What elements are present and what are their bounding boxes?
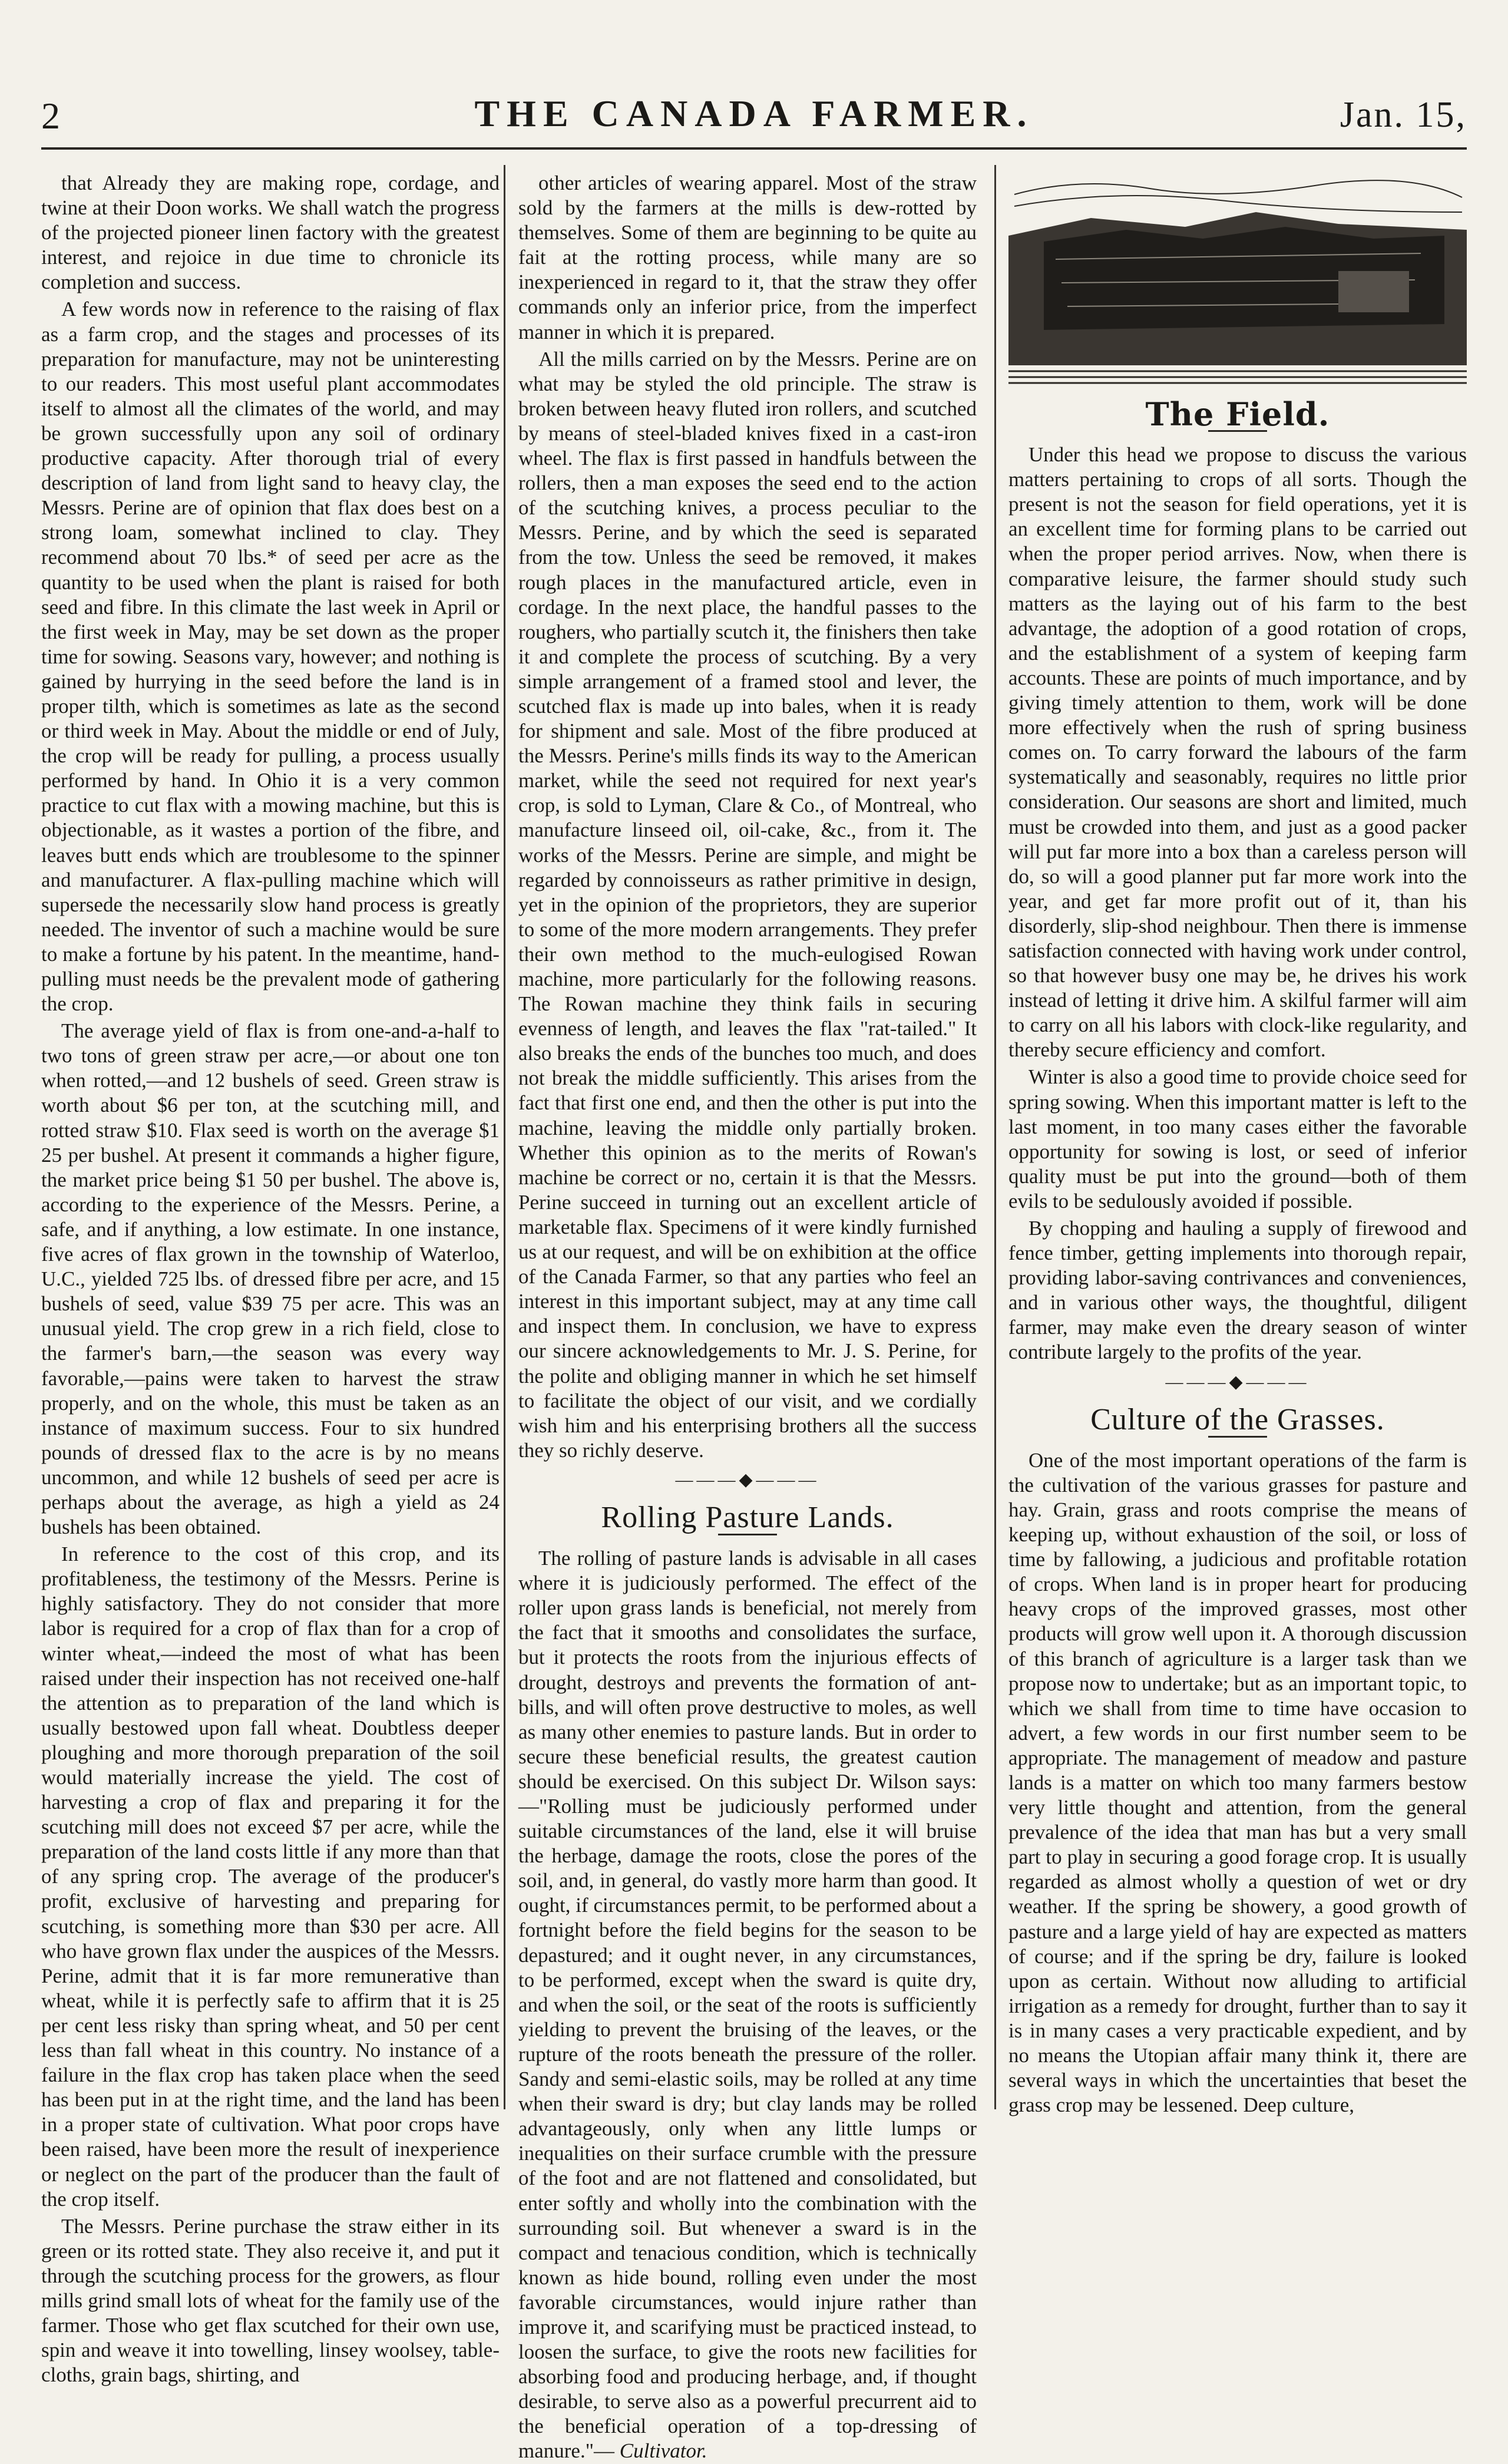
column-divider-1: [504, 165, 505, 2109]
paragraph: A few words now in reference to the raising of flax as a farm crop, and the stages and processes of its preparation for manufacture, may not be uninteresting to our readers. This most useful plant accommodates itself to almost all the climates of the world, and may be grown successfully upon any soil of ordinary productive capacity. After thorough trial of every description of land from light sand to heavy clay, the Messrs. Perine are of opinion that flax does best on a strong loam, somewhat inclined to clay. They recommend about 70 lbs.* of seed per acre as the quantity to be used when the plant is raised for both seed and fibre. In this climate the last week in April or the first week in May, may be set down as the proper time for sowing. Seasons vary, however; and nothing is gained by hurrying in the seed before the land is in proper tilth, which is sometimes as late as the second or third week in May. About the middle or end of July, the crop will be ready for pulling, a process usually performed by hand. In Ohio it is a very common practice to cut flax with a mowing machine, but this is objectionable, as it wastes a portion of the fibre, and leaves butt ends which are troublesome to the spinner and manufacturer. A flax-pulling machine which will supersede the necessarily slow hand process is greatly needed. The inventor of such a machine would be sure to make a fortune by his patent. In the meantime, hand-pulling must needs be the prevalent mode of gathering the crop.: [41, 298, 500, 1016]
paragraph: The Messrs. Perine purchase the straw either in its green or its rotted state. They also receive it, and put it through the scutching process for the growers, as flour mills grind small lots of wheat for the family use of the farmer. Those who get flax scutched for their own use, spin and weave it into towelling, linsey woolsey, table-cloths, grain bags, shirting, and: [41, 2214, 500, 2387]
masthead-rule: [41, 147, 1467, 150]
section-heading-the-field: The Field.: [1145, 395, 1330, 433]
article-signature: Cultivator.: [619, 2439, 707, 2463]
paragraph: The rolling of pasture lands is advisable in all cases where it is judiciously performed. The effect of the roller upon grass lands is beneficial, not merely from the fact that it smooths and consolidates the surface, but it protects the roots from the injurious effects of drought, destroys and prevents the formation of ant-bills, and will often prove destructive to moles, as well as many other enemies to pasture lands. But in order to secure these beneficial results, the greatest caution should be exercised. On this subject Dr. Wilson says:—"Rolling must be judiciously performed under suitable circumstances of the land, else it will bruise the herbage, damage the roots, close the pores of the soil, and, in general, do vastly more harm than good. It ought, if circumstances permit, to be performed about a fortnight before the field begins for the season to be depastured; and it ought never, in any circumstances, to be performed, except when the sward is quite dry, and when the soil, or the seat of the roots is sufficiently yielding to prevent the bruising of the leaves, or the rupture of the roots beneath the pressure of the roller. Sandy and semi-elastic soils, may be rolled at any time when their sward is dry; but clay lands may be rolled advantageously, only when any little lumps or inequalities on their surface crumble with the pressure of the foot and are not flattened and consolidated, but enter softly and wholly into the combination with the surrounding soil. But whenever a sward is in the compact and tenacious condition, which is technically known as hide bound, rolling even under the most favorable circumstances, would injure rather than improve it, and scarifying must be practiced instead, to loosen the surface, to give the roots new facilities for absorbing food and producing herbage, and, if thought desirable, to serve also as a powerful precurrent aid to the beneficial operation of a top-dressing of manure."— Cultivator.: [518, 1547, 977, 2463]
field-engraving-image: [1008, 171, 1467, 389]
paragraph: Under this head we propose to discuss the various matters pertaining to crops of all sorts. Though the present is not the season for field operations, yet it is an excellent time for forming plans to be carried out when the proper period arrives. Now, when there is comparative leisure, the farmer should study such matters as the laying out of his farm to the best advantage, the adoption of a good rotation of crops, and the establishment of a system of keeping farm accounts. These are points of much importance, and by giving timely attention to them, work will be done more effectively when the rush of spring business comes on. To carry forward the labours of the farm systematically and seasonably, requires no little prior consideration. Our seasons are short and limited, much must be crowded into them, and just as a good packer will put far more into a box than a careless person will do, so will a good planner put far more work into the year, and get far more profit out of it, than his disorderly, slip-shod neighbour. Then there is immense satisfaction connected with having work under control, so that however busy one may be, he drives his work instead of letting it drive him. A skilful farmer will aim to carry on all his labors with clock-like regularity, and thereby secure efficiency and comfort.: [1008, 443, 1467, 1062]
column-1: [41, 171, 500, 2387]
paragraph: In reference to the cost of this crop, and its profitableness, the testimony of the Messrs. Perine is highly satisfactory. They do not consider that more labor is required for a crop of flax than for a crop of winter wheat,—indeed the most of what has been raised under their inspection has not received one-half the attention as to preparation of the land which is usually bestowed upon fall wheat. Doubtless deeper ploughing and more thorough preparation of the soil would materially increase the yield. The cost of harvesting a crop of flax and preparing it for the scutching mill does not exceed $7 per acre, while the preparation of the land costs little if any more than that of any spring crop. The average of the producer's profit, exclusive of harvesting and preparing for scutching, is something more than $30 per acre. All who have grown flax under the auspices of the Messrs. Perine, admit that it is far more remunerative than wheat, while it is perfectly safe to affirm that it is 25 per cent less risky than spring wheat, and 50 per cent less than fall wheat in this country. No instance of a failure in the flax crop has taken place when the seed has been put in at the right time, and the land has been in a proper state of cultivation. What poor crops have been raised, have been more the result of inexperience or neglect on the part of the producer than the fault of the crop itself.: [41, 1543, 500, 2211]
paragraph: One of the most important operations of the farm is the cultivation of the various grasses for pasture and hay. Grain, grass and roots comprise the means of keeping up, without exhaustion of the soil, or loss of time by fallowing, a judicious and profitable rotation of crops. When land is in proper heart for producing heavy crops of the improved grasses, most other products will grow well upon it. A thorough discussion of this branch of agriculture is a larger task than we propose now to undertake; but as an important topic, to which we shall from time to time have occasion to advert, a few words in our first number seem to be appropriate. The management of meadow and pasture lands is a matter on which too many farmers bestow very little thought and attention, from the general prevalence of the idea that man has but a very small part to play in securing a good forage crop. It is usually regarded as almost wholly a question of wet or dry weather. If the spring be showery, a good growth of pasture and a large yield of hay are expected as matters of course; and if the spring be dry, failure is looked upon as certain. Without now alluding to artificial irrigation as a remedy for drought, further than to say it is in many cases a very practicable expedient, and by no means the Utopian affair many think it, there are several ways in which the uncertainties that beset the grass crop may be lessened. Deep culture,: [1008, 1448, 1467, 2117]
paragraph: Winter is also a good time to provide choice seed for spring sowing. When this important matter is left to the last moment, in too many cases either the favorable opportunity for sowing is lost, or seed of inferior quality must be put into the ground—both of them evils to be sedulously avoided if possible.: [1008, 1065, 1467, 1213]
paragraph: By chopping and hauling a supply of firewood and fence timber, getting implements into thorough repair, providing labor-saving contrivances and conveniences, and in various other ways, the thoughtful, diligent farmer, may make even the dreary season of winter contribute largely to the profits of the year.: [1008, 1217, 1467, 1364]
newspaper-title: THE CANADA FARMER.: [474, 93, 1034, 134]
masthead: [41, 82, 1467, 141]
issue-date: Jan. 15,: [1340, 95, 1467, 135]
section-heading-culture-of-grasses: Culture of the Grasses.: [1090, 1402, 1385, 1436]
column-divider-2: [994, 165, 996, 2109]
section-ornament: ———◆———: [1165, 1372, 1310, 1392]
paragraph: All the mills carried on by the Messrs. Perine are on what may be styled the old principle. The straw is broken between heavy fluted iron rollers, and scutched by means of steel-bladed knives fixed in a cast-iron wheel. The flax is first passed in handfuls between the rollers, then a man exposes the seed end to the action of the scutching knives, a process peculiar to the Messrs. Perine, and by which the seed is separated from the tow. Unless the seed be removed, it makes rough places in the manufactured article, even in cordage. In the next place, the handful passes to the roughers, who partially scutch it, the finishers then take it and complete the process of scutching. By a very simple arrangement of a framed stool and lever, the scutched flax is made up into bales, when it is ready for shipment and sale. Most of the fibre produced at the Messrs. Perine's mills finds its way to the American market, while the seed not required for next year's crop, is sold to Lyman, Clare & Co., of Montreal, who manufacture linseed oil, oil-cake, &c., from it. The works of the Messrs. Perine are simple, and might be regarded by connoisseurs as rather primitive in design, yet in the opinion of the proprietors, they are superior to some of the more modern arrangements. They prefer their own method to the much-eulogised Rowan machine, more particularly for the following reasons. The Rowan machine they think fails in securing evenness of length, and leaves the flax "rat-tailed." It also breaks the ends of the bunches too much, and does not break the middle sufficiently. This arises from the fact that first one end, and then the other is put into the machine, leaving the middle only partially broken. Whether this opinion as to the merits of Rowan's machine be correct or no, certain it is that the Messrs. Perine succeed in turning out an excellent article of marketable flax. Specimens of it were kindly furnished us at our request, and will be on exhibition at the office of the Canada Farmer, so that any parties who feel an interest in this important subject, may at any time call and inspect them. In conclusion, we have to express our sincere acknowledgements to Mr. J. S. Perine, for the polite and obliging manner in which he set himself to facilitate the object of our visit, and we cordially wish him and his enterprising brothers all the success they so richly deserve.: [518, 347, 977, 1462]
column-2: [518, 171, 977, 2463]
paragraph: other articles of wearing apparel. Most of the straw sold by the farmers at the mills is dew-rotted by themselves. Some of them are beginning to be quite au fait at the rotting process, while many are so inexperienced in regard to it, that the straw they offer commands only an inferior price, from the imperfect manner in which it is prepared.: [518, 171, 977, 343]
section-ornament: ———◆———: [675, 1469, 820, 1489]
paragraph: The average yield of flax is from one-and-a-half to two tons of green straw per acre,—or about one ton when rotted,—and 12 bushels of seed. Green straw is worth about $6 per ton, at the scutching mill, and rotted straw $10. Flax seed is worth on the average $1 25 per bushel. At present it commands a higher figure, the market price being $1 50 per bushel. The above is, according to the experience of the Messrs. Perine, a safe, and if anything, a low estimate. In one instance, five acres of flax grown in the township of Waterloo, U.C., yielded 725 lbs. of dressed fibre per acre, and 15 bushels of seed, value $39 75 per acre. This was an unusual yield. The crop grew in a rich field, close to the farmer's barn,—the season was every way favorable,—pains were taken to harvest the straw properly, and on the whole, this must be taken as an instance of maximum success. Four to six hundred pounds of dressed flax to the acre is by no means uncommon, and while 12 bushels of seed per acre is perhaps about the average, as high a yield as 24 bushels has been obtained.: [41, 1019, 500, 1539]
column-3: [1008, 171, 1467, 2115]
paragraph: that Already they are making rope, cordage, and twine at their Doon works. We shall watch the progress of the projected pioneer linen factory with the greatest interest, and rejoice in due time to chronicle its completion and success.: [41, 171, 500, 294]
section-heading-rolling-pasture: Rolling Pasture Lands.: [601, 1500, 894, 1534]
page-number: 2: [41, 95, 60, 137]
